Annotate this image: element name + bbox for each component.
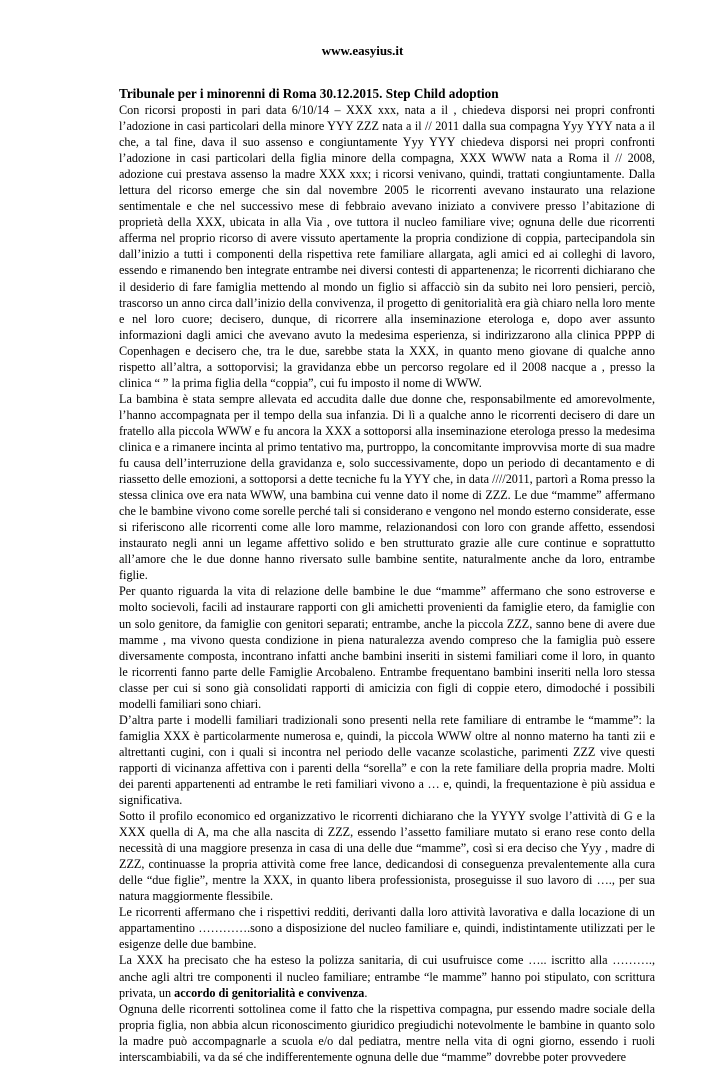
paragraph-polizza-text: La XXX ha precisato che ha esteso la polizza sanitaria, di cui usufruisce come ….. iscritto alla ………., anche agli altri tre componenti il nucleo familiare; entrambe “le mamme” hanno poi stipulato, con scrittura privata, un [119,953,655,1000]
paragraph-vita-di-relazione: Per quanto riguarda la vita di relazione delle bambine le due “mamme” affermano che sono estroverse e molto socievoli, facili ad instaurare rapporti con gli amichetti provenienti da famiglie etero, da famiglie con un solo genitore, da famiglie con genitori separati; entrambe, anche la piccola ZZZ, sanno bene di avere due mamme , ma vivono questa condizione in piena naturalezza avendo compreso che la famiglia può essere diversamente composta, incontrano infatti anche bambini inseriti in sistemi familiari come il loro, in quanto le ricorrenti fanno parte delle Famiglie Arcobaleno. Entrambe frequentano bambini inseriti nella loro stessa classe per cui si sono già consolidati rapporti di amicizia con figli di coppie etero, dimodoché i possibili modelli familiari sono chiari. [119,584,655,711]
paragraph-redditi: Le ricorrenti affermano che i rispettivi redditi, derivanti dalla loro attività lavorativa e dalla locazione di un appartamentino ………….sono a disposizione del nucleo familiare e, quindi, indistintamente utilizzati per le esigenze delle due bambine. [119,905,655,952]
site-header: www.easyius.it [321,43,404,58]
paragraph-modelli-familiari: D’altra parte i modelli familiari tradizionali sono presenti nella rete familiare di entrambe le “mamme”: la famiglia XXX è particolarmente numerosa e, quindi, la piccola WWW oltre al nonno materno ha tanti zii e altrettanti cugini, con i quali si incontra nel periodo delle vacanze scolastiche, parimenti ZZZ vive questi rapporti di vicinanza affettiva con i parenti della “sorella” e con la rete familiare della propria madre. Molti dei parenti appartenenti ad entrambe le reti familiari vivono a … e, quindi, la frequentazione è più assidua e significativa. [119,712,655,808]
accordo-genitorialita-emphasis: accordo di genitorialità e convivenza [174,985,365,1000]
paragraph-polizza-end: . [364,985,368,1000]
paragraph-profilo-economico: Sotto il profilo economico ed organizzativo le ricorrenti dichiarano che la YYYY svolge l’attività di G e la XXX quella di A, ma che alla nascita di ZZZ, essendo l’assetto familiare mutato si erano rese conto della necessità di una maggiore presenza in casa di una delle due “mamme”, così si era deciso che Yyy , madre di ZZZ, continuasse la propria attività come free lance, dedicandosi di conseguenza prevalentemente alla cura delle “due figlie”, mentre la XXX, in quanto libera professionista, proseguisse il suo lavoro di …., per sua natura maggiormente flessibile. [119,809,655,904]
paragraph-bambina: La bambina è stata sempre allevata ed accudita dalle due donne che, responsabilmente ed amorevolmente, l’hanno accompagnata per il tempo della sua infanzia. Di lì a qualche anno le ricorrenti decisero di dare un fratello alla piccola WWW e fu ancora la XXX a sottoporsi alla inseminazione eterologa presso la medesima clinica e a rimanere incinta al primo tentativo ma, purtroppo, la concomitante improvvisa morte di sua madre fu causa dell’interruzione della gravidanza e, solo successivamente, dopo un periodo di decantamento e di riassetto delle emozioni, a sottoporsi a dette tecniche fu la YYY che, in data ////2011, partorì a Roma presso la stessa clinica ove era nata WWW, una bambina cui venne dato il nome di ZZZ. Le due “mamme” affermano che le bambine vivono come sorelle perché tali si considerano e vengono nel mondo esterno considerate, esse si riferiscono alle ricorrenti come alle loro mamme, relazionandosi con loro con grande affetto, essendosi instaurato negli anni un legame affettivo solido e ben strutturato grazie alle cure continue e soprattutto all’amore che le due donne hanno riversato sulle bambine sentite, naturalmente anche da loro, entrambe figlie. [119,391,655,583]
paragraph-riconoscimento: Ognuna delle ricorrenti sottolinea come il fatto che la rispettiva compagna, pur essendo madre sociale della propria figlia, non abbia alcun riconoscimento giuridico pregiudichi notevolmente le bambine in quanto solo la madre può accompagnarle a scuola e/o dal pediatra, mentre nella vita di ogni giorno, essendo i ruoli interscambiabili, va da sé che indifferentemente ognuna delle due “mamme” dovrebbe poter provvedere [119,1001,655,1064]
document-body [119,85,655,1065]
document-title: Tribunale per i minorenni di Roma 30.12.2015. Step Child adoption [119,86,499,101]
paragraph-ricorsi: Con ricorsi proposti in pari data 6/10/14 – XXX xxx, nata a il , chiedeva disporsi nei propri confronti l’adozione in casi particolari della minore YYY ZZZ nata a il // 2011 dalla sua compagna Yyy YYY nata a il che, a tal fine, dava il suo assenso e congiuntamente Yyy YYY chiedeva disporsi nei propri confronti l’adozione in casi particolari della figlia minore della compagna, XXX WWW nata a Roma il // 2008, adozione cui prestava assenso la madre XXX xxx; i ricorsi venivano, quindi, trattati congiuntamente. Dalla lettura del ricorso emerge che sin dal novembre 2005 le ricorrenti avevano instaurato una relazione sentimentale e che nel successivo mese di febbraio avevano iniziato a convivere presso l’abitazione di proprietà della XXX, ubicata in alla Via , ove tuttora il nucleo familiare vive; ognuna delle due ricorrenti afferma nel proprio ricorso di avere vissuto apertamente la propria condizione di coppia, partecipandola sin dall’inizio a tutti i componenti della rispettiva rete familiare allargata, agli amici ed ai colleghi di lavoro, essendo e rimanendo ben integrate entrambe nei diversi contesti di appartenenza; le ricorrenti dichiarano che il desiderio di fare famiglia mettendo al mondo un figlio si affacciò sin da subito nei loro pensieri, perciò, trascorso un anno circa dall’inizio della convivenza, il progetto di genitorialità era già chiaro nella loro mente e nel loro cuore; decisero, dunque, di ricorrere alla inseminazione eterologa e, dopo aver assunto informazioni dagli amici che avevano avuto la medesima esperienza, si indirizzarono alla clinica PPPP di Copenhagen e decisero che, tra le due, sarebbe stata la XXX, in quanto meno giovane di qualche anno rispetto all’altra, a sottoporvisi; la gravidanza ebbe un percorso regolare ed il 2008 nacque a , presso la clinica “ ” la prima figlia della “coppia”, cui fu imposto il nome di WWW. [119,103,655,390]
paragraph-polizza-sanitaria [119,952,655,1000]
